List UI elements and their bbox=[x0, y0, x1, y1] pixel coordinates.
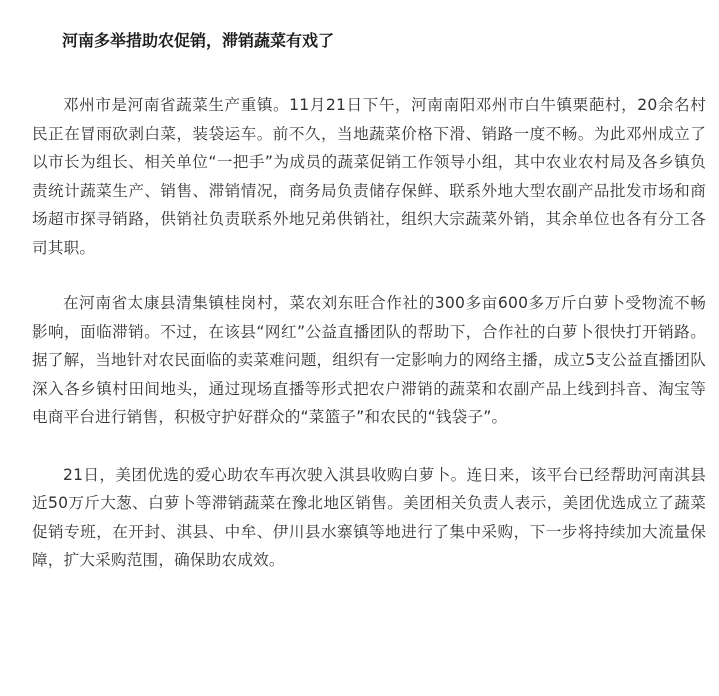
paragraph-dengzhou: 邓州市是河南省蔬菜生产重镇。11月21日下午，河南南阳邓州市白牛镇栗葩村，20余名村民正在冒雨砍剥白菜，装袋运车。前不久，当地蔬菜价格下滑、销路一度不畅。为此邓州成立了以市长为组长、相关单位“一把手”为成员的蔬菜促销工作领导小组，其中农业农村局及各乡镇负责统计蔬菜生产、销售、滞销情况，商务局负责储存保鲜、联系外地大型农副产品批发市场和商场超市探寻销路，供销社负责联系外地兄弟供销社，组织大宗蔬菜外销，其余单位也各有分工各司其职。 bbox=[32, 96, 706, 257]
article bbox=[32, 28, 706, 575]
paragraph-taikang: 在河南省太康县清集镇桂岗村，菜农刘东旺合作社的300多亩600多万斤白萝卜受物流不畅影响，面临滞销。不过，在该县“网红”公益直播团队的帮助下，合作社的白萝卜很快打开销路。据了解，当地针对农民面临的卖菜难问题，组织有一定影响力的网络主播，成立5支公益直播团队深入各乡镇村田间地头，通过现场直播等形式把农户滞销的蔬菜和农副产品上线到抖音、淘宝等电商平台进行销售，积极守护好群众的“菜篮子”和农民的“钱袋子”。 bbox=[32, 294, 706, 426]
article-headline: 河南多举措助农促销，滞销蔬菜有戏了 bbox=[62, 31, 335, 50]
paragraph-meituan: 21日，美团优选的爱心助农车再次驶入淇县收购白萝卜。连日来，该平台已经帮助河南淇县近50万斤大葱、白萝卜等滞销蔬菜在豫北地区销售。美团相关负责人表示，美团优选成立了蔬菜促销专班，在开封、淇县、中牟、伊川县水寨镇等地进行了集中采购，下一步将持续加大流量保障，扩大采购范围，确保助农成效。 bbox=[32, 465, 706, 569]
